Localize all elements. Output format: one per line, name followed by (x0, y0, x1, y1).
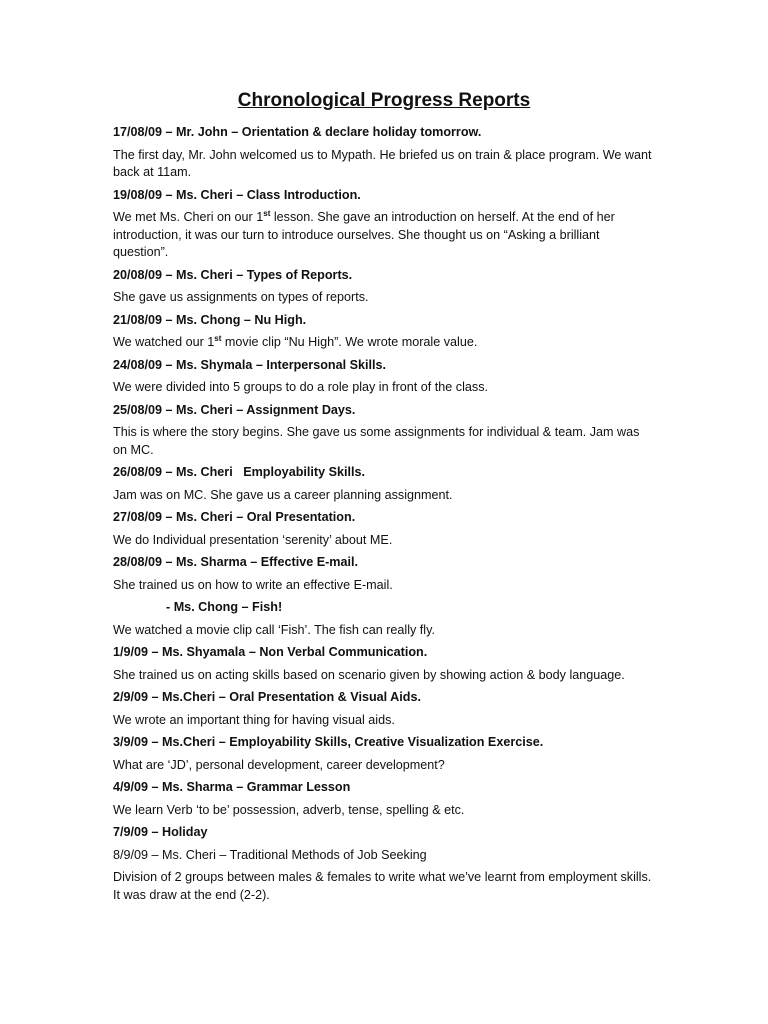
entry-text-start: We watched our 1 (113, 335, 215, 349)
report-entry (113, 187, 653, 262)
entry-text: We watched a movie clip call ‘Fish’. The fish can really fly. (113, 622, 435, 637)
document-title: Chronological Progress Reports (237, 90, 531, 111)
report-entry (113, 847, 653, 905)
entry-heading: 26/08/09 – Ms. Cheri Employability Skills. (113, 465, 365, 479)
entry-heading: 1/9/09 – Ms. Shyamala – Non Verbal Communication. (113, 645, 428, 659)
report-entry (113, 312, 653, 352)
entry-heading: 4/9/09 – Ms. Sharma – Grammar Lesson (113, 780, 351, 794)
entry-heading: 25/08/09 – Ms. Cheri – Assignment Days. (113, 402, 356, 417)
entry-text: What are ‘JD’, personal development, career development? (113, 757, 445, 772)
entry-text: We were divided into 5 groups to do a role play in front of the class. (113, 380, 488, 394)
report-entry (113, 357, 653, 397)
entry-heading: 2/9/09 – Ms.Cheri – Oral Presentation & Visual Aids. (113, 690, 421, 704)
report-entries (113, 124, 653, 909)
entry-text: We do Individual presentation ‘serenity’ about ME. (113, 532, 393, 547)
entry-heading: 21/08/09 – Ms. Chong – Nu High. (113, 312, 307, 327)
entry-text (113, 334, 653, 352)
entry-heading: 3/9/09 – Ms.Cheri – Employability Skills, Creative Visualization Exercise. (113, 735, 544, 749)
entry-text-end: lesson. She gave an introduction on herself. At the end of her introduction, it was our turn to introduce ourselves. She thought us on “Asking a brilliant question”. (113, 210, 615, 259)
entry-heading: 28/08/09 – Ms. Sharma – Effective E-mail. (113, 555, 359, 569)
report-entry (113, 644, 653, 684)
report-entry (113, 554, 653, 594)
report-entry (113, 464, 653, 504)
entry-heading: 7/9/09 – Holiday (113, 825, 208, 839)
entry-heading: 27/08/09 – Ms. Cheri – Oral Presentation. (113, 510, 356, 524)
entry-text: The first day, Mr. John welcomed us to Mypath. He briefed us on train & place program. We want back at 11am. (113, 147, 652, 179)
entry-text: She trained us on how to write an effective E-mail. (113, 577, 393, 592)
ordinal-suffix: st (214, 333, 222, 343)
entry-text (113, 209, 653, 262)
report-entry (113, 599, 653, 639)
entry-text: This is where the story begins. She gave us some assignments for individual & team. Jam was on MC. (113, 425, 640, 457)
report-entry (113, 509, 653, 549)
report-entry (113, 689, 653, 729)
entry-text: She trained us on acting skills based on scenario given by showing action & body language. (113, 667, 625, 682)
report-entry (113, 779, 653, 819)
entry-text-end: movie clip “Nu High”. We wrote morale value. (221, 335, 478, 349)
entry-heading: 24/08/09 – Ms. Shymala – Interpersonal Skills. (113, 357, 387, 372)
entry-text: She gave us assignments on types of reports. (113, 290, 369, 304)
report-entry (113, 734, 653, 774)
entry-text-start: We met Ms. Cheri on our 1 (113, 210, 264, 224)
entry-text: Division of 2 groups between males & females to write what we’ve learnt from employment skills. It was draw at the end (2-2). (113, 870, 652, 902)
report-entry (113, 267, 653, 307)
entry-heading: 17/08/09 – Mr. John – Orientation & declare holiday tomorrow. (113, 125, 482, 139)
entry-heading: 8/9/09 – Ms. Cheri – Traditional Methods of Job Seeking (113, 847, 427, 862)
entry-heading: - Ms. Chong – Fish! (166, 600, 283, 614)
ordinal-suffix: st (263, 208, 271, 218)
entry-text: We learn Verb ‘to be’ possession, adverb, tense, spelling & etc. (113, 802, 465, 817)
entry-heading: 19/08/09 – Ms. Cheri – Class Introduction. (113, 187, 361, 202)
entry-text: We wrote an important thing for having visual aids. (113, 712, 395, 727)
report-entry (113, 824, 653, 842)
entry-text: Jam was on MC. She gave us a career planning assignment. (113, 487, 453, 502)
report-entry (113, 402, 653, 460)
entry-heading: 20/08/09 – Ms. Cheri – Types of Reports. (113, 267, 353, 282)
report-entry (113, 124, 653, 182)
